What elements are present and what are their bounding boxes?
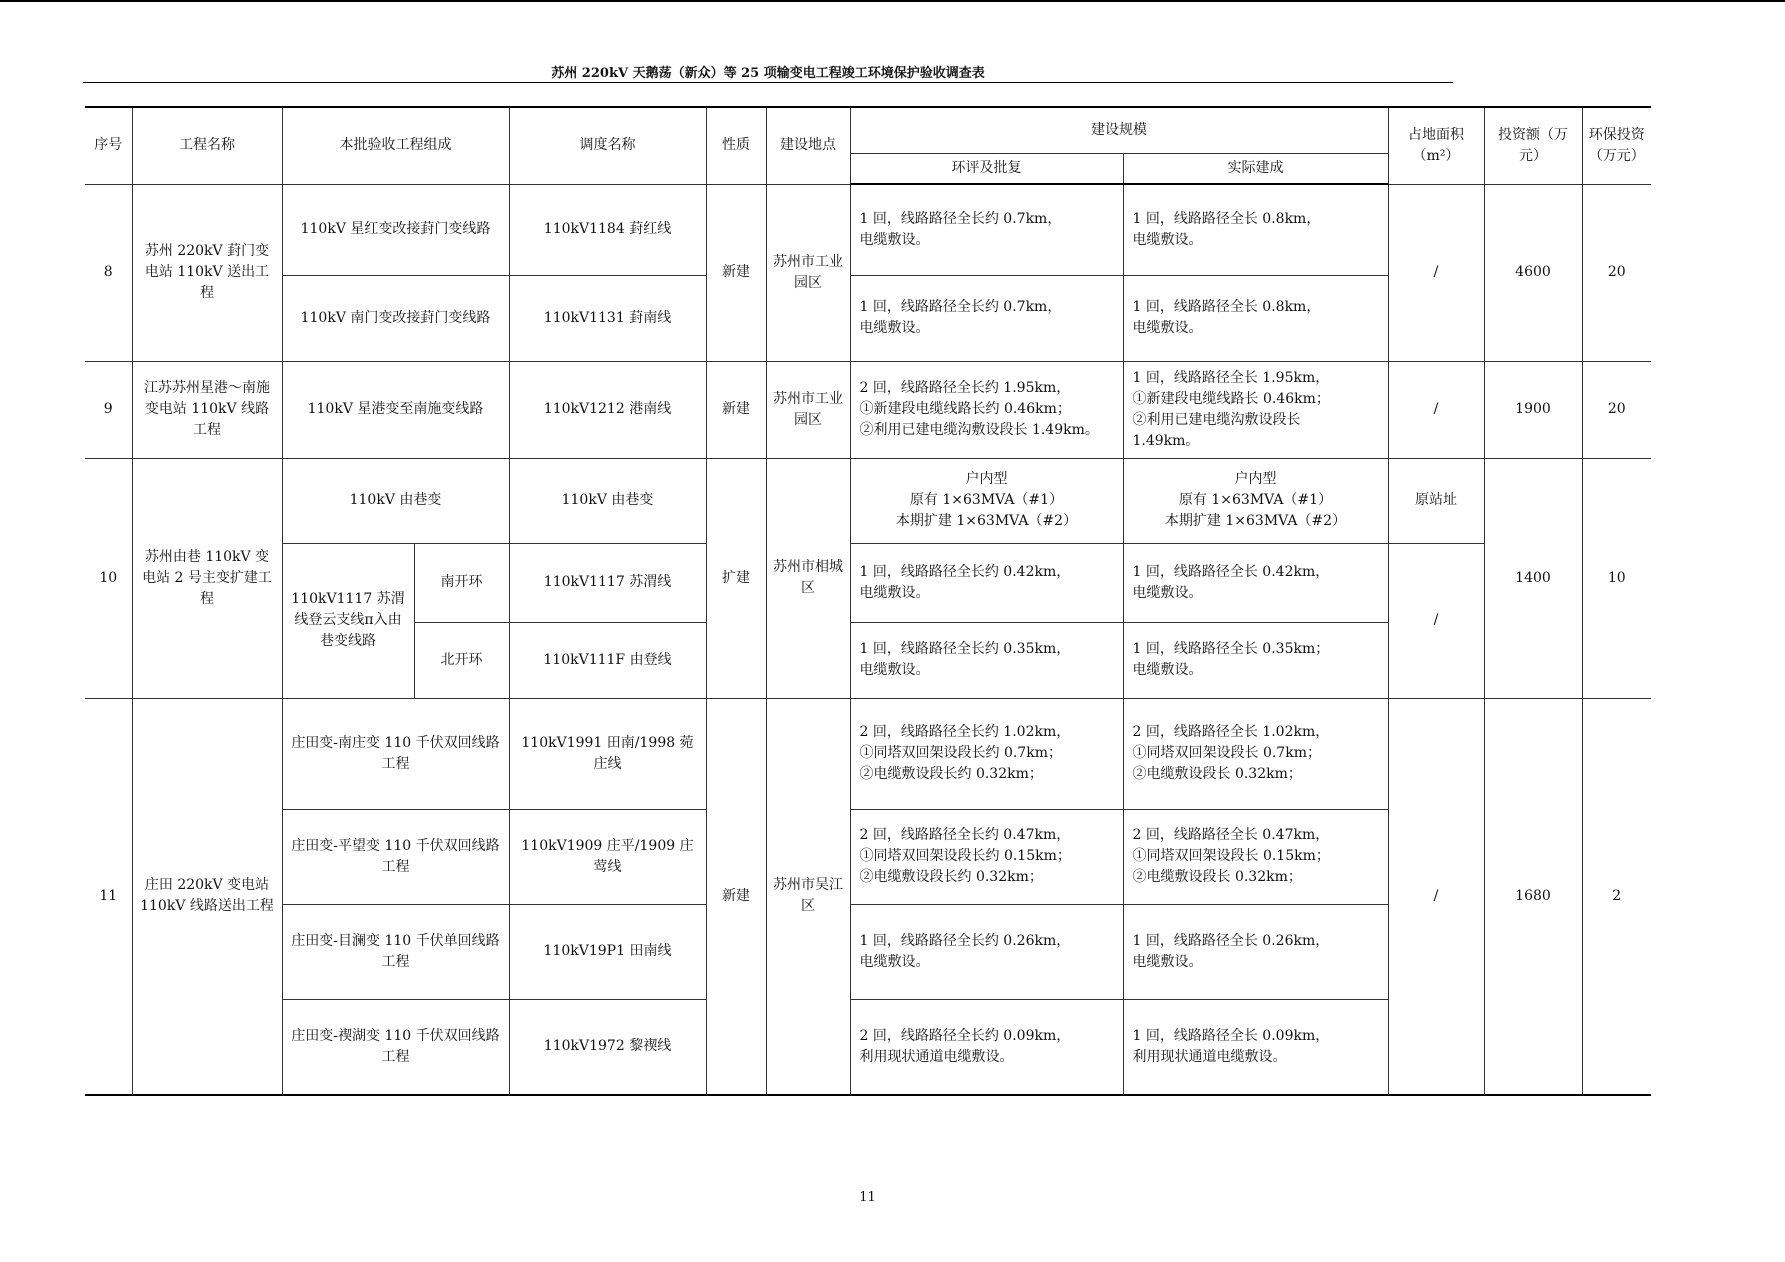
cell-nature: 新建 <box>706 698 766 1095</box>
cell-scale-eia: 2 回，线路路径全长约 1.02km， ①同塔双回架设段长约 0.7km； ②电缆敷设段长约 0.32km； <box>850 698 1123 809</box>
cell-scale-actual: 1 回，线路路径全长 0.8km， 电缆敷设。 <box>1123 275 1388 361</box>
cell-land-area: / <box>1388 361 1484 458</box>
cell-batch: 庄田变-禊湖变 110 千伏双回线路工程 <box>282 999 509 1095</box>
cell-env-investment: 20 <box>1582 184 1651 361</box>
cell-env-investment: 10 <box>1582 458 1651 698</box>
cell-batch: 庄田变-平望变 110 千伏双回线路工程 <box>282 809 509 904</box>
acceptance-survey-table <box>85 106 1651 1096</box>
cell-scale-eia: 2 回，线路路径全长约 0.47km， ①同塔双回架设段长约 0.15km； ②电缆敷设段长约 0.32km； <box>850 809 1123 904</box>
cell-dispatch: 110kV111F 由登线 <box>509 622 706 698</box>
cell-dispatch: 110kV1131 葑南线 <box>509 275 706 361</box>
cell-project-name: 庄田 220kV 变电站 110kV 线路送出工程 <box>132 698 282 1095</box>
cell-scale-eia: 1 回，线路路径全长约 0.35km， 电缆敷设。 <box>850 622 1123 698</box>
cell-land-area: / <box>1388 543 1484 698</box>
header-row-1 <box>85 107 1651 153</box>
cell-dispatch: 110kV19P1 田南线 <box>509 904 706 999</box>
cell-dispatch: 110kV1991 田南/1998 菀庄线 <box>509 698 706 809</box>
header-seq: 序号 <box>85 107 132 184</box>
cell-investment: 4600 <box>1484 184 1582 361</box>
cell-seq: 9 <box>85 361 132 458</box>
cell-batch: 庄田变-目澜变 110 千伏单回线路工程 <box>282 904 509 999</box>
cell-scale-actual: 1 回，线路路径全长 0.42km， 电缆敷设。 <box>1123 543 1388 622</box>
table-row <box>85 184 1651 275</box>
page-top-border <box>0 0 1785 2</box>
header-scale-eia: 环评及批复 <box>850 153 1123 184</box>
cell-scale-eia: 1 回，线路路径全长约 0.7km， 电缆敷设。 <box>850 275 1123 361</box>
cell-batch: 庄田变-南庄变 110 千伏双回线路工程 <box>282 698 509 809</box>
table-row <box>85 361 1651 458</box>
cell-scale-eia: 2 回，线路路径全长约 1.95km， ①新建段电缆线路长约 0.46km； ②利用已建电缆沟敷设段长 1.49km。 <box>850 361 1123 458</box>
cell-location: 苏州市吴江区 <box>766 698 850 1095</box>
header-dispatch-name: 调度名称 <box>509 107 706 184</box>
cell-location: 苏州市工业园区 <box>766 184 850 361</box>
document-header: 苏州 220kV 天鹅荡（新众）等 25 项输变电工程竣工环境保护验收调查表 <box>551 66 985 81</box>
header-investment: 投资额（万元） <box>1484 107 1582 184</box>
cell-seq: 11 <box>85 698 132 1095</box>
cell-dispatch: 110kV1184 葑红线 <box>509 184 706 275</box>
header-construction-scale: 建设规模 <box>850 107 1388 153</box>
cell-env-investment: 2 <box>1582 698 1651 1095</box>
cell-location: 苏州市工业园区 <box>766 361 850 458</box>
header-batch-composition: 本批验收工程组成 <box>282 107 509 184</box>
cell-investment: 1400 <box>1484 458 1582 698</box>
cell-location: 苏州市相城区 <box>766 458 850 698</box>
header-location: 建设地点 <box>766 107 850 184</box>
cell-dispatch: 110kV 由巷变 <box>509 458 706 543</box>
header-land-area: 占地面积（m²） <box>1388 107 1484 184</box>
cell-land-area: / <box>1388 698 1484 1095</box>
cell-batch: 110kV 星港变至南施变线路 <box>282 361 509 458</box>
cell-investment: 1900 <box>1484 361 1582 458</box>
cell-project-name: 江苏苏州星港～南施变电站 110kV 线路工程 <box>132 361 282 458</box>
cell-batch: 110kV 星红变改接葑门变线路 <box>282 184 509 275</box>
cell-scale-eia: 1 回，线路路径全长约 0.26km， 电缆敷设。 <box>850 904 1123 999</box>
cell-seq: 10 <box>85 458 132 698</box>
cell-batch: 110kV 南门变改接葑门变线路 <box>282 275 509 361</box>
cell-scale-actual: 1 回，线路路径全长 0.8km， 电缆敷设。 <box>1123 184 1388 275</box>
cell-scale-eia: 1 回，线路路径全长约 0.7km， 电缆敷设。 <box>850 184 1123 275</box>
cell-batch: 110kV 由巷变 <box>282 458 509 543</box>
cell-nature: 扩建 <box>706 458 766 698</box>
cell-land-area: 原站址 <box>1388 458 1484 543</box>
header-scale-actual: 实际建成 <box>1123 153 1388 184</box>
cell-land-area: / <box>1388 184 1484 361</box>
cell-scale-actual: 2 回，线路路径全长 1.02km， ①同塔双回架设段长 0.7km； ②电缆敷设段长 0.32km； <box>1123 698 1388 809</box>
cell-scale-actual: 1 回，线路路径全长 1.95km， ①新建段电缆线路长 0.46km； ②利用已建电缆沟敷设段长 1.49km。 <box>1123 361 1388 458</box>
table-row <box>85 698 1651 809</box>
cell-seq: 8 <box>85 184 132 361</box>
cell-scale-actual: 1 回，线路路径全长 0.35km； 电缆敷设。 <box>1123 622 1388 698</box>
cell-investment: 1680 <box>1484 698 1582 1095</box>
cell-scale-actual: 2 回，线路路径全长 0.47km， ①同塔双回架设段长 0.15km； ②电缆敷设段长 0.32km； <box>1123 809 1388 904</box>
cell-line-group: 110kV1117 苏渭线登云支线π入由巷变线路 <box>282 543 414 698</box>
header-rule <box>83 82 1453 83</box>
cell-scale-actual: 1 回，线路路径全长 0.09km， 利用现状通道电缆敷设。 <box>1123 999 1388 1095</box>
cell-project-name: 苏州由巷 110kV 变电站 2 号主变扩建工程 <box>132 458 282 698</box>
cell-dispatch: 110kV1212 港南线 <box>509 361 706 458</box>
header-nature: 性质 <box>706 107 766 184</box>
cell-dispatch: 110kV1972 黎禊线 <box>509 999 706 1095</box>
cell-scale-eia: 户内型 原有 1×63MVA（#1） 本期扩建 1×63MVA（#2） <box>850 458 1123 543</box>
cell-nature: 新建 <box>706 361 766 458</box>
cell-dispatch: 110kV1117 苏渭线 <box>509 543 706 622</box>
cell-nature: 新建 <box>706 184 766 361</box>
header-project-name: 工程名称 <box>132 107 282 184</box>
cell-sub-section: 南开环 <box>414 543 509 622</box>
cell-sub-section: 北开环 <box>414 622 509 698</box>
cell-scale-actual: 1 回，线路路径全长 0.26km， 电缆敷设。 <box>1123 904 1388 999</box>
cell-scale-actual: 户内型 原有 1×63MVA（#1） 本期扩建 1×63MVA（#2） <box>1123 458 1388 543</box>
cell-dispatch: 110kV1909 庄平/1909 庄莺线 <box>509 809 706 904</box>
cell-scale-eia: 2 回，线路路径全长约 0.09km， 利用现状通道电缆敷设。 <box>850 999 1123 1095</box>
header-env-investment: 环保投资（万元） <box>1582 107 1651 184</box>
cell-project-name: 苏州 220kV 葑门变电站 110kV 送出工程 <box>132 184 282 361</box>
page-number: 11 <box>859 1190 876 1205</box>
table-row <box>85 458 1651 543</box>
cell-env-investment: 20 <box>1582 361 1651 458</box>
table-row <box>85 543 1651 622</box>
cell-scale-eia: 1 回，线路路径全长约 0.42km， 电缆敷设。 <box>850 543 1123 622</box>
